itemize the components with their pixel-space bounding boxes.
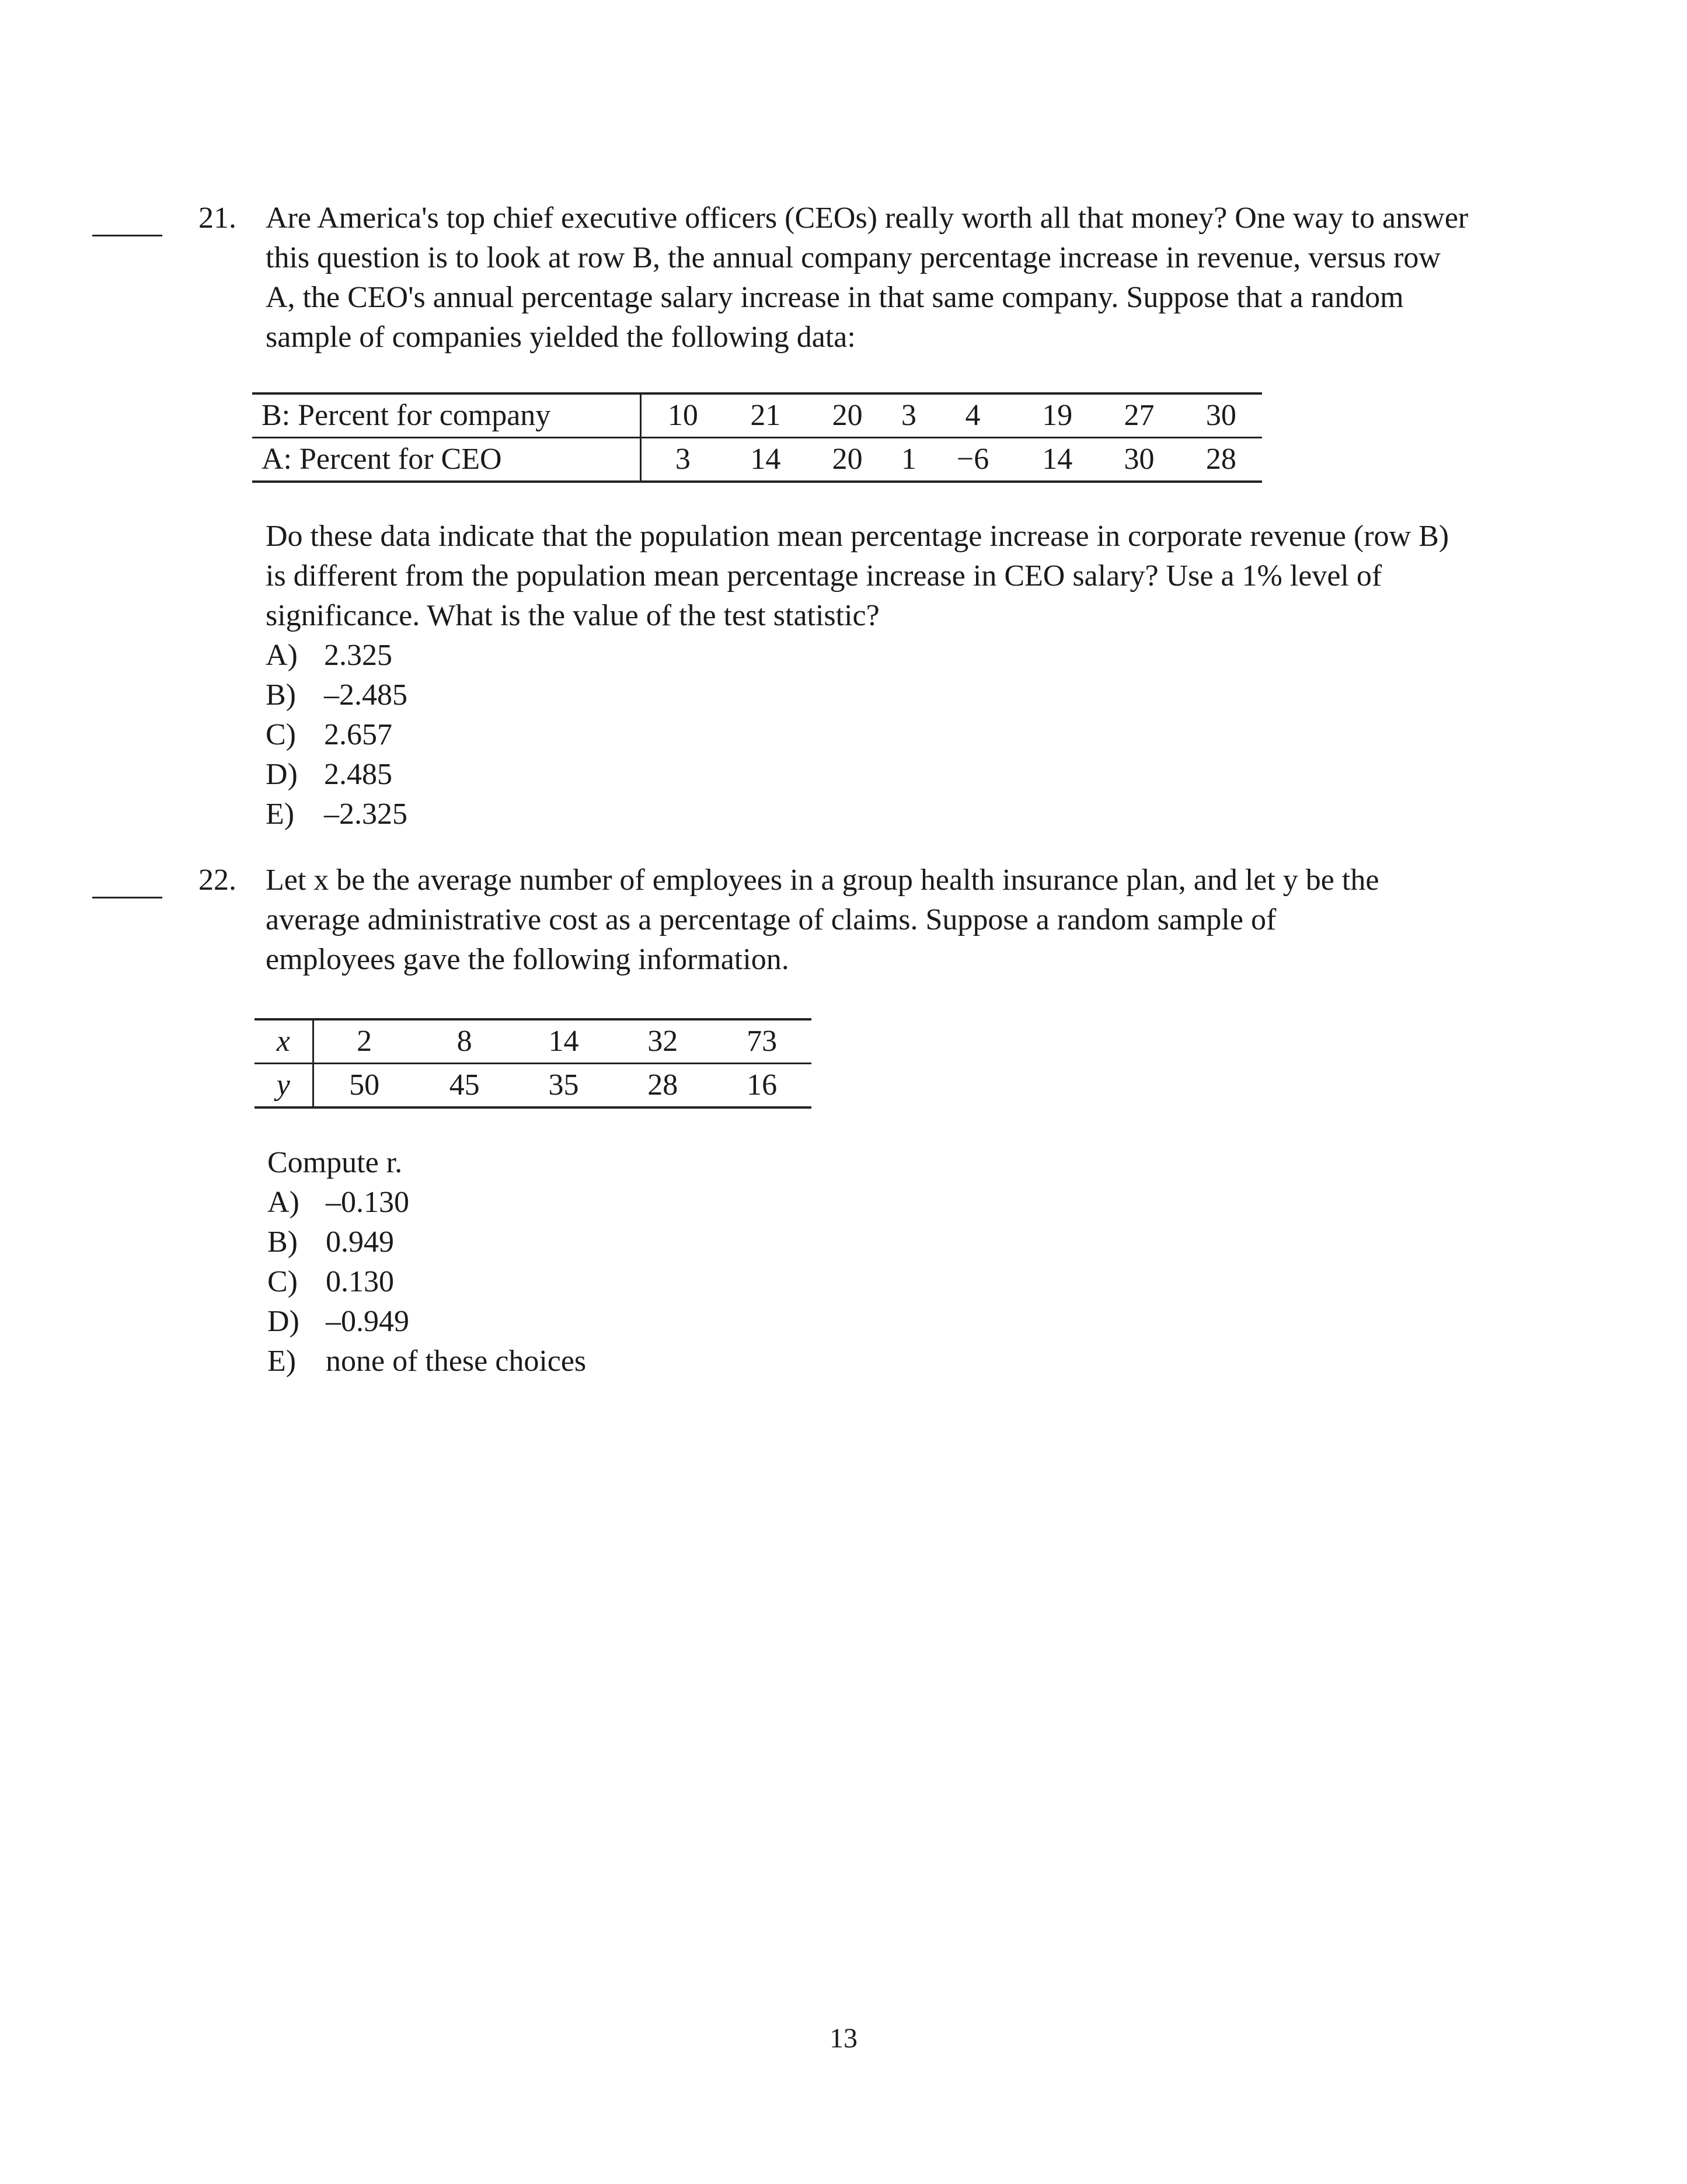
table-cell: 4	[929, 393, 1016, 438]
choice-text: 0.949	[326, 1225, 394, 1259]
q21-question	[266, 517, 1449, 636]
choice-text: 0.130	[326, 1265, 394, 1298]
table-cell: 20	[807, 393, 888, 438]
q21-choice-b[interactable]	[266, 675, 407, 715]
q21-choice-e[interactable]	[266, 795, 407, 834]
q22-stem	[266, 861, 1379, 980]
table-cell: 30	[1098, 438, 1180, 482]
table-cell: 28	[1180, 438, 1262, 482]
choice-text: 2.325	[324, 639, 392, 672]
q22-prompt: Compute r.	[267, 1146, 403, 1179]
q21-stem-line: A, the CEO's annual percentage salary increase in that same company. Suppose that a random	[266, 281, 1404, 314]
choice-label: B)	[266, 678, 296, 712]
q21-stem-line: Are America's top chief executive officers (CEOs) really worth all that money? One way to answer	[266, 201, 1469, 235]
choice-label: D)	[267, 1305, 299, 1338]
table-cell: 3	[888, 393, 929, 438]
choice-text: –0.949	[326, 1305, 409, 1338]
choice-label: D)	[266, 758, 298, 791]
q21-stem-line: this question is to look at row B, the annual company percentage increase in revenue, versus row	[266, 241, 1441, 274]
q22-choice-e[interactable]	[267, 1342, 586, 1381]
q22-choice-d[interactable]	[267, 1302, 586, 1342]
q22-row-x	[255, 1019, 811, 1064]
q22-choice-a[interactable]	[267, 1183, 586, 1222]
q21-number: 21.	[198, 201, 236, 235]
table-cell: 19	[1016, 393, 1098, 438]
choice-label: E)	[266, 797, 295, 831]
table-cell: 30	[1180, 393, 1262, 438]
q22-row-y	[255, 1064, 811, 1108]
q21-choice-c[interactable]	[266, 715, 407, 755]
table-cell: 73	[712, 1019, 811, 1064]
table-cell: 50	[313, 1064, 415, 1108]
q21-row-b	[252, 393, 1262, 438]
table-cell: 16	[712, 1064, 811, 1108]
q21-stem	[266, 198, 1468, 357]
q22-stem-line: Let x be the average number of employees in a group health insurance plan, and let y be the	[266, 863, 1379, 897]
table-cell: 14	[1016, 438, 1098, 482]
choice-text: 2.657	[324, 718, 392, 751]
q22-number: 22.	[198, 863, 236, 897]
choice-label: B)	[267, 1225, 298, 1259]
table-cell: 8	[415, 1019, 514, 1064]
table-cell: −6	[929, 438, 1016, 482]
q22-stem-line: employees gave the following information.	[266, 943, 789, 976]
page-number: 13	[829, 2023, 858, 2054]
table-cell: 1	[888, 438, 929, 482]
choice-text: –2.485	[324, 678, 407, 712]
table-cell: 27	[1098, 393, 1180, 438]
table-cell: 10	[640, 393, 724, 438]
choice-label: E)	[267, 1344, 297, 1378]
choice-label: A)	[266, 639, 298, 672]
table-cell: 21	[724, 393, 806, 438]
choice-text: –2.325	[324, 797, 407, 831]
q21-row-a	[252, 438, 1262, 482]
q22-data-table	[255, 1018, 811, 1109]
table-cell: 20	[807, 438, 888, 482]
q21-answer-blank[interactable]	[92, 235, 162, 236]
y-label: y	[255, 1064, 313, 1108]
x-label: x	[255, 1019, 313, 1064]
table-cell: 2	[313, 1019, 415, 1064]
q21-choice-a[interactable]	[266, 636, 407, 675]
q21-data-table	[252, 392, 1262, 483]
table-cell: 35	[514, 1064, 614, 1108]
table-cell: 32	[613, 1019, 712, 1064]
table-cell: 3	[640, 438, 724, 482]
q21-question-line: is different from the population mean percentage increase in CEO salary? Use a 1% level of	[266, 559, 1382, 593]
q21-choices	[266, 636, 407, 834]
choice-label: C)	[267, 1265, 298, 1298]
q22-choices	[267, 1183, 586, 1381]
choice-text: 2.485	[324, 758, 392, 791]
table-cell: 14	[514, 1019, 614, 1064]
q21-choice-d[interactable]	[266, 755, 407, 795]
q21-stem-line: sample of companies yielded the following data:	[266, 321, 856, 354]
q21-question-line: Do these data indicate that the population mean percentage increase in corporate revenue (row B)	[266, 520, 1449, 553]
choice-label: C)	[266, 718, 296, 751]
row-b-label: B: Percent for company	[252, 393, 640, 438]
table-cell: 45	[415, 1064, 514, 1108]
table-cell: 28	[613, 1064, 712, 1108]
q21-question-line: significance. What is the value of the test statistic?	[266, 599, 880, 632]
choice-text: –0.130	[326, 1186, 409, 1219]
choice-label: A)	[267, 1186, 299, 1219]
q22-choice-b[interactable]	[267, 1222, 586, 1262]
q22-stem-line: average administrative cost as a percentage of claims. Suppose a random sample of	[266, 903, 1277, 936]
choice-text: none of these choices	[326, 1344, 587, 1378]
row-a-label: A: Percent for CEO	[252, 438, 640, 482]
q22-choice-c[interactable]	[267, 1262, 586, 1302]
table-cell: 14	[724, 438, 806, 482]
q22-answer-blank[interactable]	[92, 897, 162, 898]
